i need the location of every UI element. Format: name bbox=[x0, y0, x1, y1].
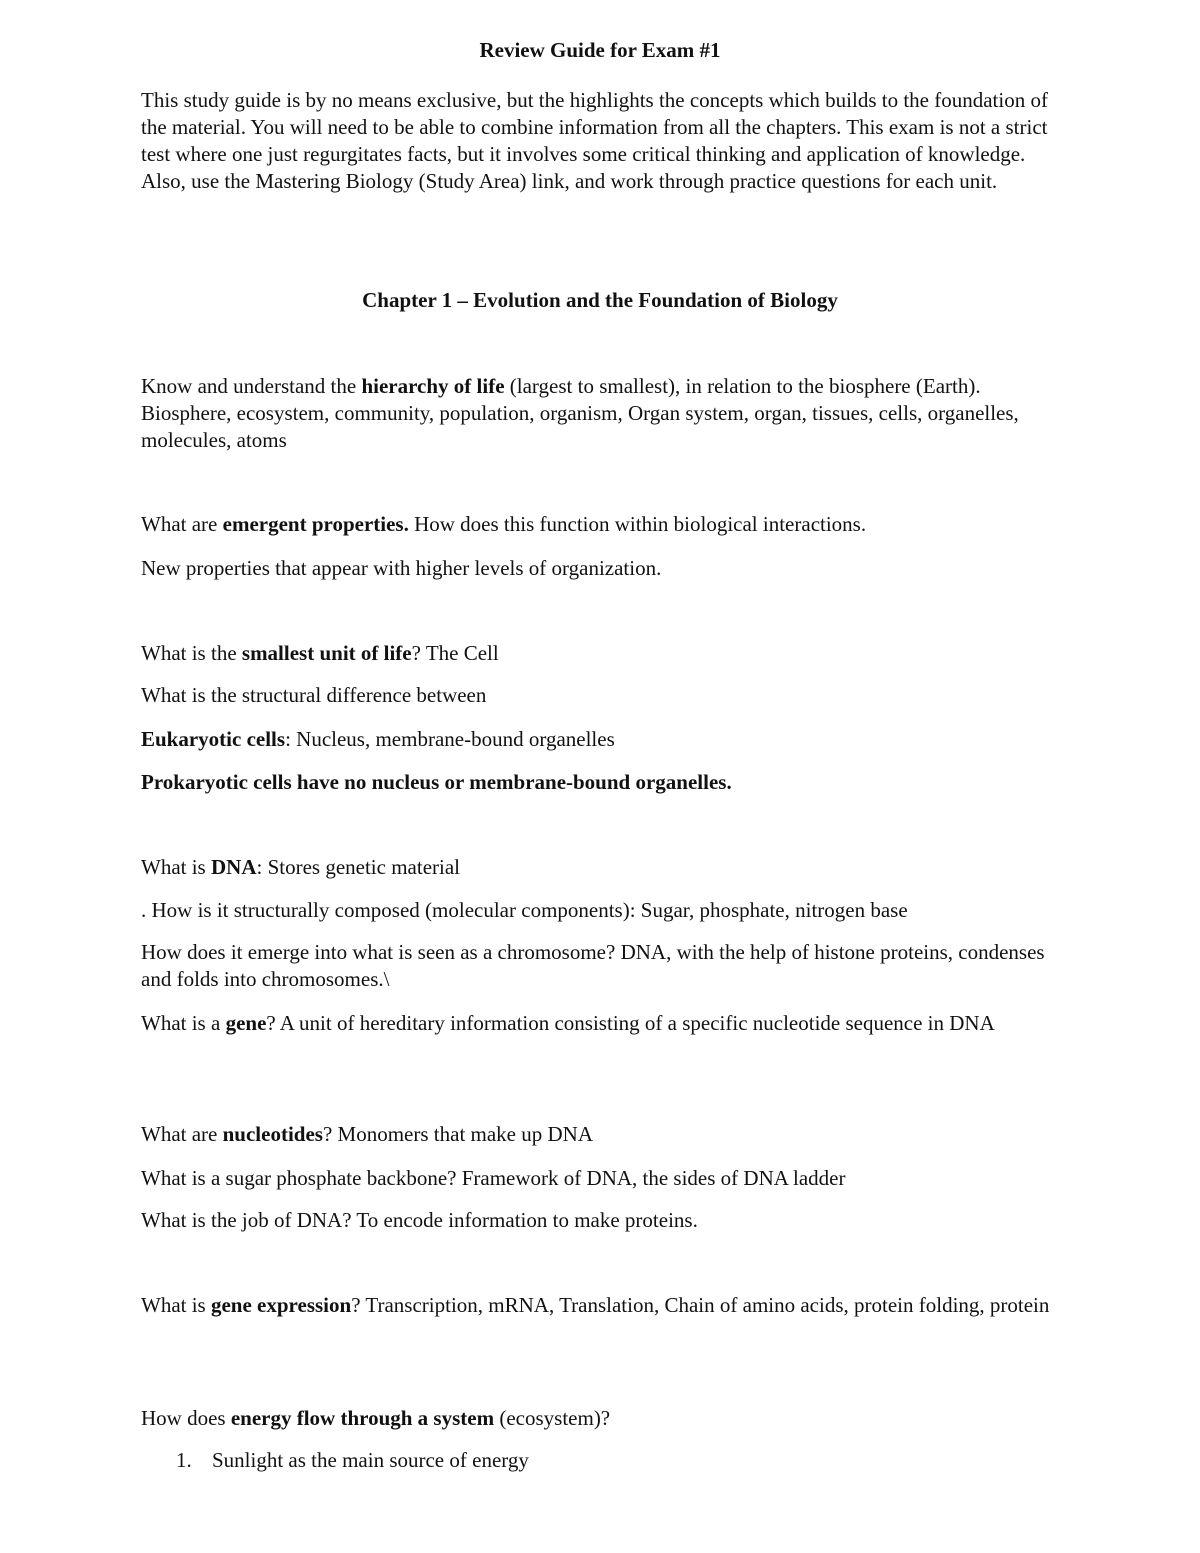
document-title: Review Guide for Exam #1 bbox=[479, 38, 721, 62]
list-item: Sunlight as the main source of energy bbox=[212, 1448, 529, 1472]
chapter-heading: Chapter 1 – Evolution and the Foundation of Biology bbox=[362, 288, 838, 312]
energy-question: How does energy flow through a system (ecosystem)? bbox=[141, 1406, 611, 1430]
intro-paragraph: This study guide is by no means exclusive, but the highlights the concepts which builds to the foundation of the material. You will need to be able to combine information from all the chapters. This exam is not a strict test where one just regurgitates facts, but it involves some critical thinking and application of knowledge. Also, use the Mastering Biology (Study Area) link, and work through practice questions for each unit. bbox=[141, 88, 1048, 193]
hierarchy-paragraph: Know and understand the hierarchy of life (largest to smallest), in relation to the biosphere (Earth). Biosphere, ecosystem, community, population, organism, Organ system, organ, tissues, cells, organelles, molecules, atoms bbox=[141, 374, 1019, 452]
gene-expression-question: What is gene expression? Transcription, mRNA, Translation, Chain of amino acids, protein folding, protein bbox=[141, 1293, 1050, 1317]
emergent-answer: New properties that appear with higher levels of organization. bbox=[141, 556, 662, 580]
list-item-number: 1. bbox=[176, 1448, 192, 1472]
eukaryotic-line: Eukaryotic cells: Nucleus, membrane-bound organelles bbox=[141, 727, 615, 751]
emergent-question: What are emergent properties. How does this function within biological interactions. bbox=[141, 512, 867, 536]
nucleotides-question: What are nucleotides? Monomers that make up DNA bbox=[141, 1122, 593, 1146]
dna-question: What is DNA: Stores genetic material bbox=[141, 855, 460, 879]
dna-chromosome-line: How does it emerge into what is seen as a chromosome? DNA, with the help of histone proteins, condenses and folds into chromosomes.\ bbox=[141, 940, 1045, 991]
gene-question: What is a gene? A unit of hereditary information consisting of a specific nucleotide sequence in DNA bbox=[141, 1011, 995, 1035]
smallest-unit-question: What is the smallest unit of life? The Cell bbox=[141, 641, 499, 665]
dna-job-question: What is the job of DNA? To encode information to make proteins. bbox=[141, 1208, 698, 1232]
energy-list bbox=[0, 1447, 1200, 1474]
structural-difference-question: What is the structural difference between bbox=[141, 683, 487, 707]
backbone-question: What is a sugar phosphate backbone? Framework of DNA, the sides of DNA ladder bbox=[141, 1166, 846, 1190]
prokaryotic-line: Prokaryotic cells have no nucleus or membrane-bound organelles. bbox=[141, 770, 732, 794]
dna-composition-line: . How is it structurally composed (molecular components): Sugar, phosphate, nitrogen base bbox=[141, 898, 908, 922]
